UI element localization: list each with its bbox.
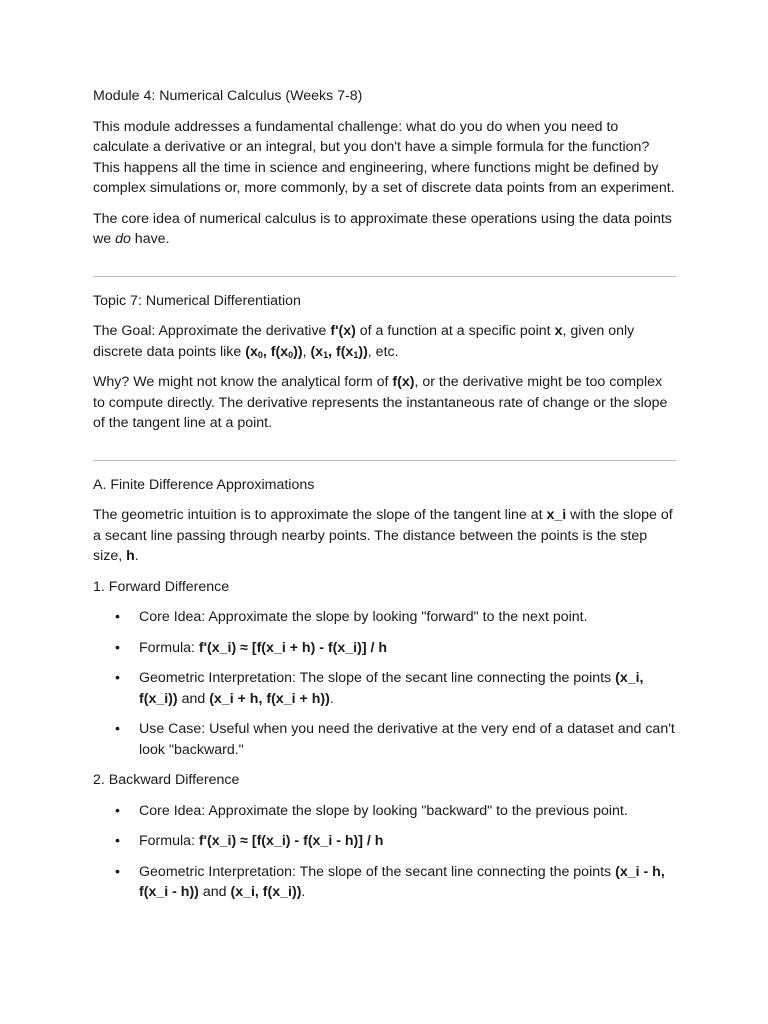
goal-point-0: ($x_0$, $f(x_0)$) [245,343,303,360]
bullet-icon: • [115,639,120,656]
bullet-icon: • [115,802,120,819]
backward-geo-and: and [198,884,231,900]
topic-why [93,372,676,434]
backward-core-text: Core Idea: Approximate the slope by looking "backward" to the previous point. [139,802,628,819]
goal-text-4: , etc. [367,343,399,360]
backward-formula-label: Formula: [139,833,199,849]
why-text-2: , or the derivative might be too complex to compute directly. The derivative represents the instantaneous rate of change or the slope of the tangent line at a point. [93,374,668,431]
goal-derivative: f'(x) [330,323,356,339]
section-divider-1 [93,276,676,277]
bullet-icon: • [115,721,120,737]
forward-formula: f'(x_i) ≈ [f(x_i + h) - f(x_i)] / h [198,639,388,656]
goal-point: x [554,323,563,339]
backward-list [93,801,676,903]
forward-formula-label: Formula: [139,639,199,656]
a-intro-text-3: . [134,548,139,564]
backward-formula-item [93,831,676,852]
goal-text-1: The Goal: Approximate the derivative [93,323,331,339]
backward-geo-point-1: (x_i - h, f(x_i - h)) [139,863,665,900]
core-text-2: have. [130,231,170,247]
forward-title: 1. Forward Difference [93,578,230,595]
section-a-intro [93,505,676,567]
a-intro-text-1: The geometric intuition is to approximate the slope of the tangent line at [93,507,547,523]
why-function: f(x) [392,374,415,390]
core-text-1: The core idea of numerical calculus is to approximate these operations using the data points we [93,210,672,247]
module-title: Module 4: Numerical Calculus (Weeks 7-8) [93,88,363,104]
bullet-icon: • [115,609,120,625]
forward-geo-point-1: (x_i, f(x_i)) [139,670,644,707]
forward-core-item [93,607,676,628]
bullet-icon: • [115,833,120,849]
a-intro-text-2: with the slope of a secant line passing through nearby points. The distance between the points is the step size, [93,507,673,564]
bullet-icon: • [115,670,120,686]
why-text-1: Why? We might not know the analytical form of [93,374,393,390]
goal-text-3: , given only discrete data points like [93,323,635,360]
goal-text-2: of a function at a specific point [355,323,555,339]
core-emphasis: do [115,231,131,247]
forward-list [93,607,676,760]
a-intro-h: h [126,548,135,564]
goal-separator: , [302,343,311,360]
forward-core-text: Core Idea: Approximate the slope by looking "forward" to the next point. [139,609,588,625]
forward-geo-and: and [177,690,210,707]
goal-point-1: ($x_1$, $f(x_1)$) [310,343,368,360]
bullet-icon: • [115,863,120,880]
a-intro-xi: x_i [546,507,567,523]
section-divider-2 [93,460,676,461]
backward-geo-end: . [301,884,306,900]
forward-geo-item [93,668,676,709]
forward-use-item [93,719,676,760]
forward-formula-item [93,638,676,659]
module-core-idea [93,209,676,250]
backward-geo-item [93,862,676,903]
backward-core-item [93,801,676,822]
backward-title: 2. Backward Difference [93,772,240,788]
document-page [93,86,676,913]
module-intro: This module addresses a fundamental challenge: what do you do when you need to calculate a derivative or an integral, but you don't have a simple formula for the function? This happens all the time in science and engineering, where functions might be defined by complex simulations or, more commonly, by a set of discrete data points from an experiment. [93,118,675,196]
forward-geo-text: Geometric Interpretation: The slope of the secant line connecting the points [139,670,616,686]
backward-geo-text: Geometric Interpretation: The slope of the secant line connecting the points [139,863,616,880]
forward-use-text: Use Case: Useful when you need the derivative at the very end of a dataset and can't look "backward." [139,721,675,758]
section-a-title: A. Finite Difference Approximations [93,476,315,493]
forward-geo-end: . [329,690,334,707]
topic-title: Topic 7: Numerical Differentiation [93,292,301,309]
backward-geo-point-2: (x_i, f(x_i)) [230,884,302,900]
forward-geo-point-2: (x_i + h, f(x_i + h)) [209,690,330,707]
backward-formula: f'(x_i) ≈ [f(x_i) - f(x_i - h)] / h [198,833,384,849]
topic-goal [93,321,676,362]
